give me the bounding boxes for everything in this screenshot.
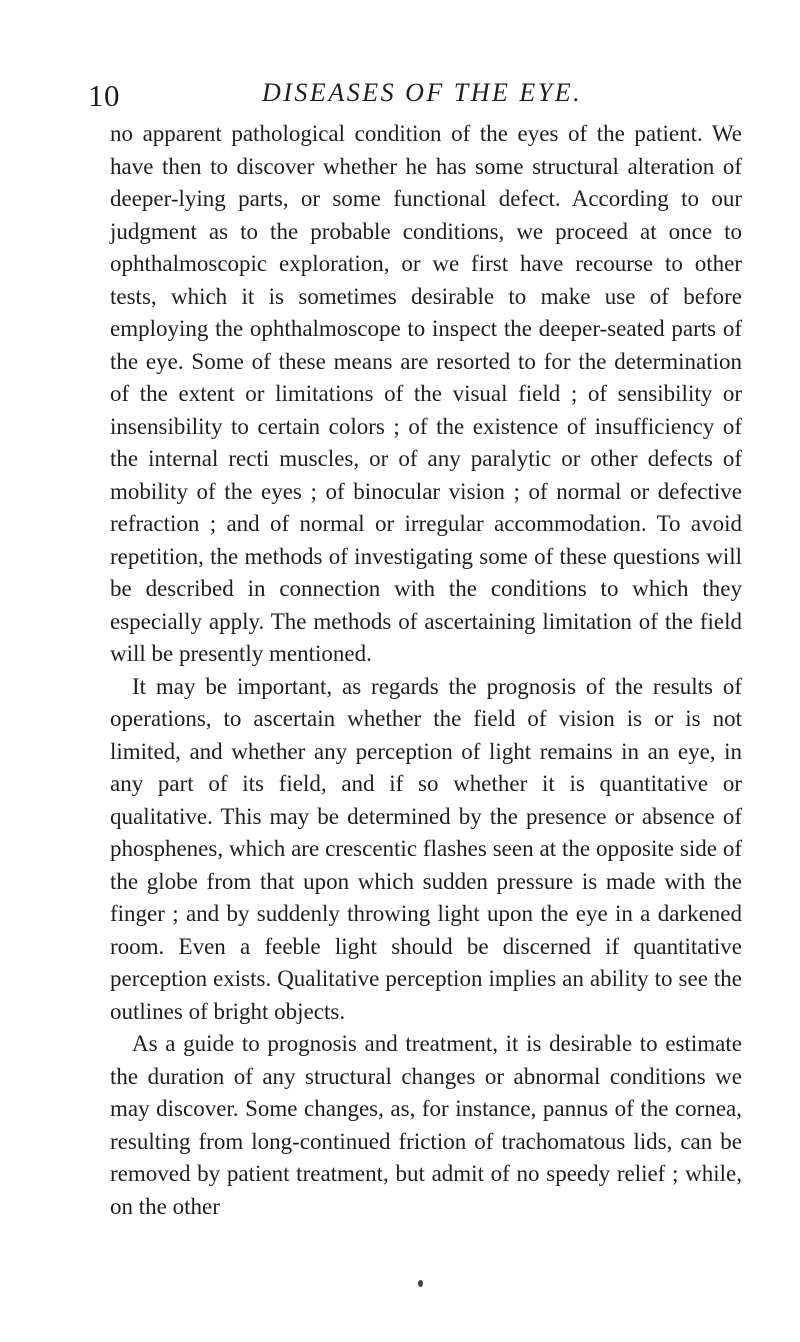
print-blemish	[418, 1280, 423, 1287]
paragraph-3: As a guide to prognosis and treatment, it is desirable to estimate the duration of any structural changes or abnormal conditions we may discover. Some changes, as, for instance, pannus of the cornea, resulting from long-continued friction of trachomatous lids, can be removed by patient treatment, but admit of no speedy relief ; while, on the other	[110, 1031, 742, 1219]
paragraph-2: It may be important, as regards the prognosis of the results of operations, to ascertain whether the field of vision is or is not limited, and whether any perception of light remains in an eye, in any part of its field, and if so whether it is quantitative or qualitative. This may be determined by the presence or absence of phosphenes, which are crescentic flashes seen at the opposite side of the globe from that upon which sudden pressure is made with the finger ; and by suddenly throwing light upon the eye in a darkened room. Even a feeble light should be discerned if quantitative perception exists. Qualitative perception implies an ability to see the outlines of bright objects.	[110, 673, 742, 1024]
page-number: 10	[88, 78, 120, 113]
body-text	[110, 118, 742, 1223]
page-header	[0, 78, 800, 118]
running-head: DISEASES OF THE EYE.	[262, 78, 583, 107]
paragraph-1: no apparent pathological condition of the eyes of the patient. We have then to discover whether he has some structural alteration of deeper-lying parts, or some functional defect. According to our judgment as to the probable conditions, we proceed at once to ophthalmoscopic exploration, or we first have recourse to other tests, which it is sometimes desirable to make use of before employing the ophthalmoscope to inspect the deeper-seated parts of the eye. Some of these means are resorted to for the determination of the extent or limitations of the visual field ; of sensibility or insensibility to certain colors ; of the existence of insufficiency of the internal recti muscles, or of any paralytic or other defects of mobility of the eyes ; of binocular vision ; of normal or defective refraction ; and of normal or irregular accommodation. To avoid repetition, the methods of investigating some of these questions will be described in connection with the conditions to which they especially apply. The methods of ascertaining limitation of the field will be presently mentioned.	[110, 121, 742, 666]
